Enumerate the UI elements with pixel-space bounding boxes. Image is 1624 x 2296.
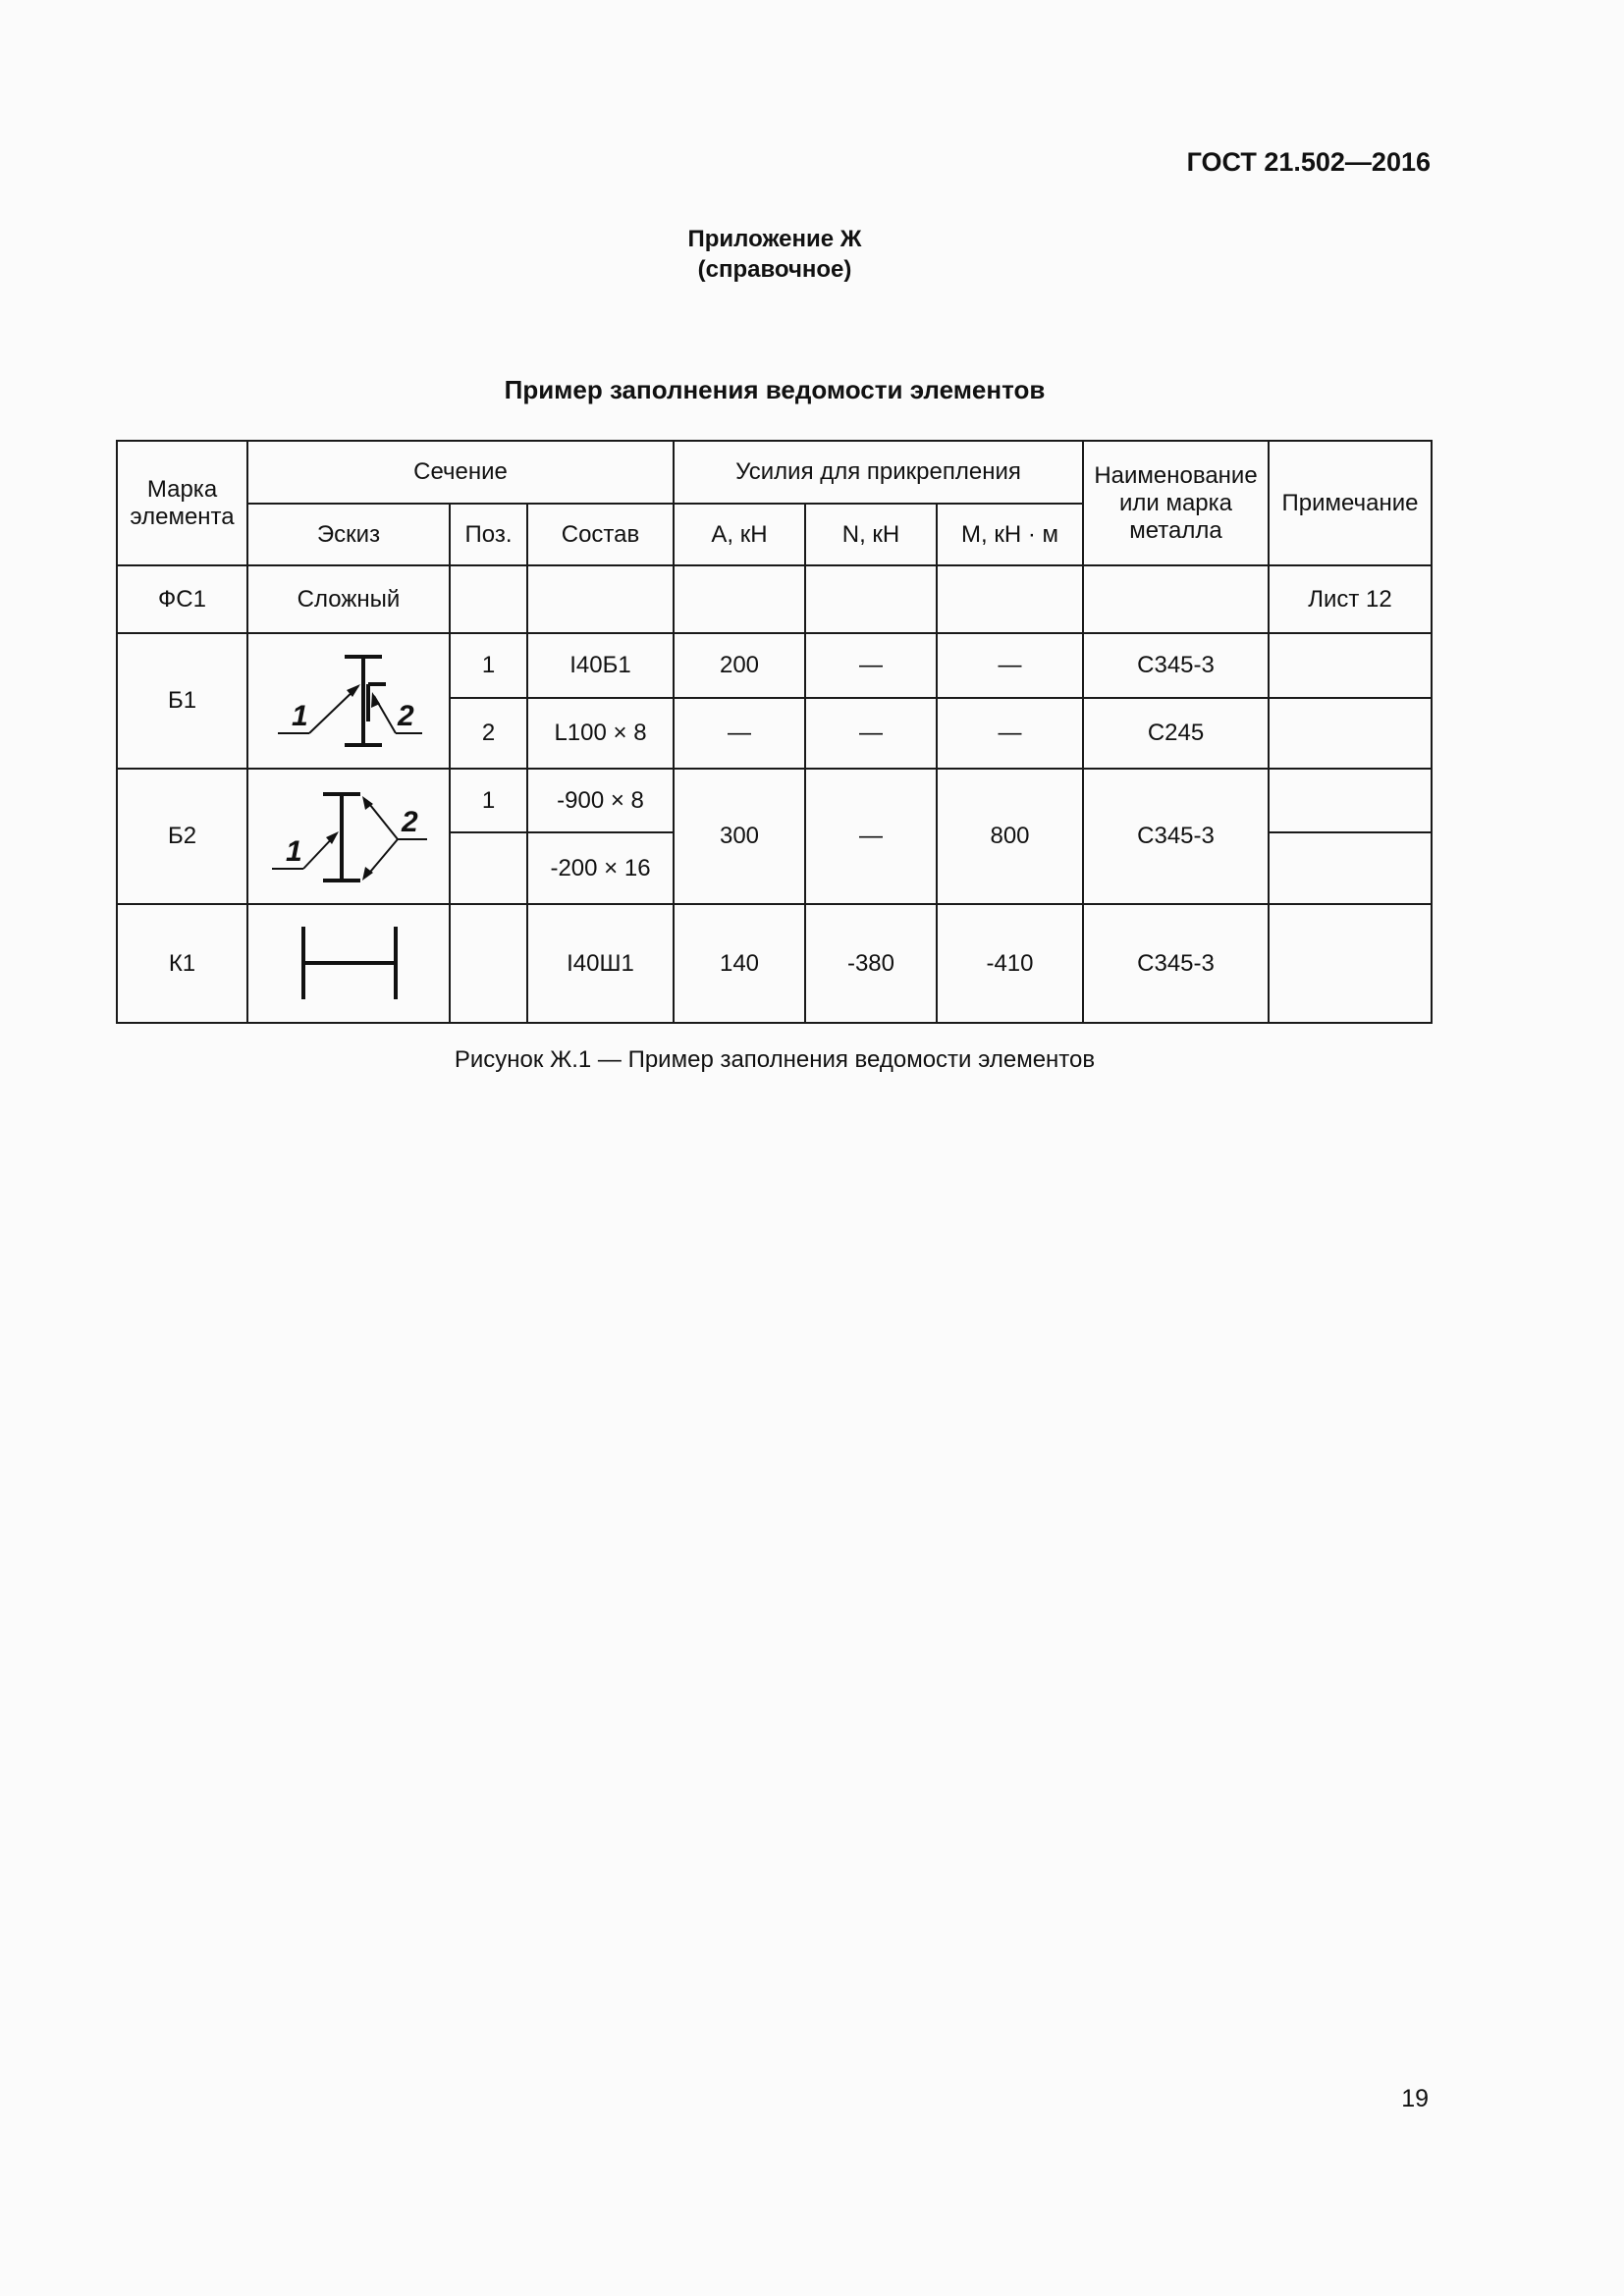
cell-material: С245: [1083, 698, 1269, 769]
cell-pos: 1: [450, 633, 527, 698]
b2-section-sketch: [248, 771, 449, 902]
cell-a: —: [674, 698, 805, 769]
cell-n: -380: [805, 904, 937, 1023]
sketch-label-2: 2: [402, 806, 418, 838]
cell-sketch: [247, 769, 450, 904]
header-section: Сечение: [247, 441, 674, 504]
table-row: [117, 565, 1432, 633]
cell-note: [1269, 832, 1432, 904]
cell-material: [1083, 565, 1269, 633]
annex-heading: [0, 224, 1549, 285]
cell-composition: I40Б1: [527, 633, 674, 698]
cell-pos: [450, 904, 527, 1023]
element-schedule-table: [116, 440, 1433, 1024]
cell-composition: L100 × 8: [527, 698, 674, 769]
cell-m: —: [937, 698, 1083, 769]
cell-composition: [527, 565, 674, 633]
k1-section-sketch: [248, 905, 449, 1022]
cell-mark: Б1: [117, 633, 247, 769]
header-row-1: [117, 441, 1432, 504]
cell-n: —: [805, 698, 937, 769]
cell-note: [1269, 769, 1432, 832]
cell-sketch: Сложный: [247, 565, 450, 633]
header-sketch: Эскиз: [247, 504, 450, 565]
cell-pos: 1: [450, 769, 527, 832]
cell-sketch: [247, 633, 450, 769]
header-material: Наименование или марка металла: [1083, 441, 1269, 565]
page-number: 19: [1401, 2085, 1429, 2112]
cell-a: 140: [674, 904, 805, 1023]
cell-note: [1269, 904, 1432, 1023]
cell-mark: К1: [117, 904, 247, 1023]
cell-a: 300: [674, 769, 805, 904]
document-code: ГОСТ 21.502—2016: [1186, 147, 1431, 177]
cell-pos: [450, 832, 527, 904]
cell-pos: 2: [450, 698, 527, 769]
table-title: Пример заполнения ведомости элементов: [504, 375, 1046, 404]
annex-subtitle: (справочное): [697, 256, 852, 283]
table-row: [117, 769, 1432, 832]
cell-composition: -900 × 8: [527, 769, 674, 832]
cell-composition: -200 × 16: [527, 832, 674, 904]
b1-section-sketch: [248, 635, 449, 767]
header-note: Примечание: [1269, 441, 1432, 565]
cell-note: [1269, 698, 1432, 769]
cell-note: Лист 12: [1269, 565, 1432, 633]
sketch-label-1: 1: [292, 700, 308, 732]
header-composition: Состав: [527, 504, 674, 565]
cell-pos: [450, 565, 527, 633]
annex-title: Приложение Ж: [687, 226, 862, 252]
cell-n: [805, 565, 937, 633]
sketch-label-2: 2: [398, 700, 414, 732]
cell-a: 200: [674, 633, 805, 698]
cell-m: —: [937, 633, 1083, 698]
cell-m: 800: [937, 769, 1083, 904]
cell-material: С345-3: [1083, 904, 1269, 1023]
sketch-label-1: 1: [286, 835, 302, 868]
cell-mark: ФС1: [117, 565, 247, 633]
figure-caption: Рисунок Ж.1 — Пример заполнения ведомости элементов: [454, 1046, 1096, 1073]
header-pos: Поз.: [450, 504, 527, 565]
header-forces: Усилия для прикрепления: [674, 441, 1083, 504]
cell-material: С345-3: [1083, 769, 1269, 904]
cell-m: -410: [937, 904, 1083, 1023]
cell-material: С345-3: [1083, 633, 1269, 698]
cell-n: —: [805, 633, 937, 698]
cell-a: [674, 565, 805, 633]
header-m: М, кН · м: [937, 504, 1083, 565]
cell-sketch: [247, 904, 450, 1023]
header-mark: Марка элемента: [117, 441, 247, 565]
header-n: N, кН: [805, 504, 937, 565]
cell-m: [937, 565, 1083, 633]
header-a: А, кН: [674, 504, 805, 565]
cell-composition: I40Ш1: [527, 904, 674, 1023]
cell-note: [1269, 633, 1432, 698]
cell-n: —: [805, 769, 937, 904]
table-row: [117, 633, 1432, 698]
table-row: [117, 904, 1432, 1023]
cell-mark: Б2: [117, 769, 247, 904]
